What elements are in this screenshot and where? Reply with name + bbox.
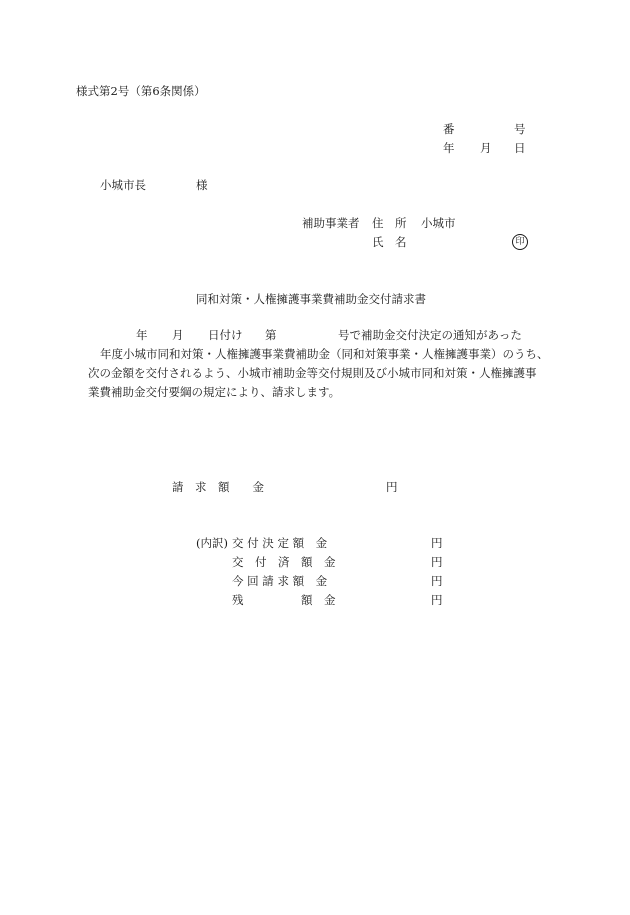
- form-label: 様式第2号（第6条関係）: [76, 84, 206, 98]
- request-unit: 円: [386, 480, 398, 494]
- breakdown-row-unit: 円: [431, 555, 443, 569]
- applicant-name-label: 氏 名: [372, 235, 407, 249]
- breakdown-row-label: 交 付 決 定 額 金: [232, 536, 328, 550]
- date-day: 日: [514, 141, 526, 155]
- body-month: 月: [172, 328, 184, 342]
- date-month: 月: [480, 141, 492, 155]
- addressee-honorific: 様: [196, 178, 208, 192]
- breakdown-row-label: 残 額 金: [232, 593, 336, 607]
- date-year: 年: [443, 141, 455, 155]
- body-dai: 第: [265, 328, 277, 342]
- seal-mark: 印: [512, 234, 528, 250]
- body-dated: 日付け: [208, 328, 243, 342]
- breakdown-row-label: 交 付 済 額 金: [232, 555, 336, 569]
- request-label: 請 求 額 金: [172, 480, 264, 494]
- breakdown-row-unit: 円: [431, 536, 443, 550]
- document-title: 同和対策・人権擁護事業費補助金交付請求書: [196, 292, 426, 306]
- breakdown-row-unit: 円: [431, 574, 443, 588]
- number-suffix: 号: [514, 122, 526, 136]
- breakdown-prefix: (内訳): [196, 536, 228, 550]
- body-line1-rest: 号で補助金交付決定の通知があった: [338, 328, 522, 342]
- applicant-label: 補助事業者: [302, 216, 360, 230]
- applicant-address-value: 小城市: [421, 216, 456, 230]
- body-line4: 業費補助金交付要綱の規定により、請求します。: [88, 385, 341, 399]
- number-prefix: 番: [443, 122, 455, 136]
- breakdown-row-unit: 円: [431, 593, 443, 607]
- body-line3: 次の金額を交付されるよう、小城市補助金等交付規則及び小城市同和対策・人権擁護事: [88, 366, 537, 380]
- body-line2: 年度小城市同和対策・人権擁護事業費補助金（同和対策事業・人権擁護事業）のうち、: [100, 347, 549, 361]
- body-year: 年: [136, 328, 148, 342]
- breakdown-row-label: 今 回 請 求 額 金: [232, 574, 328, 588]
- addressee-name: 小城市長: [100, 178, 146, 192]
- applicant-address-label: 住 所: [372, 216, 407, 230]
